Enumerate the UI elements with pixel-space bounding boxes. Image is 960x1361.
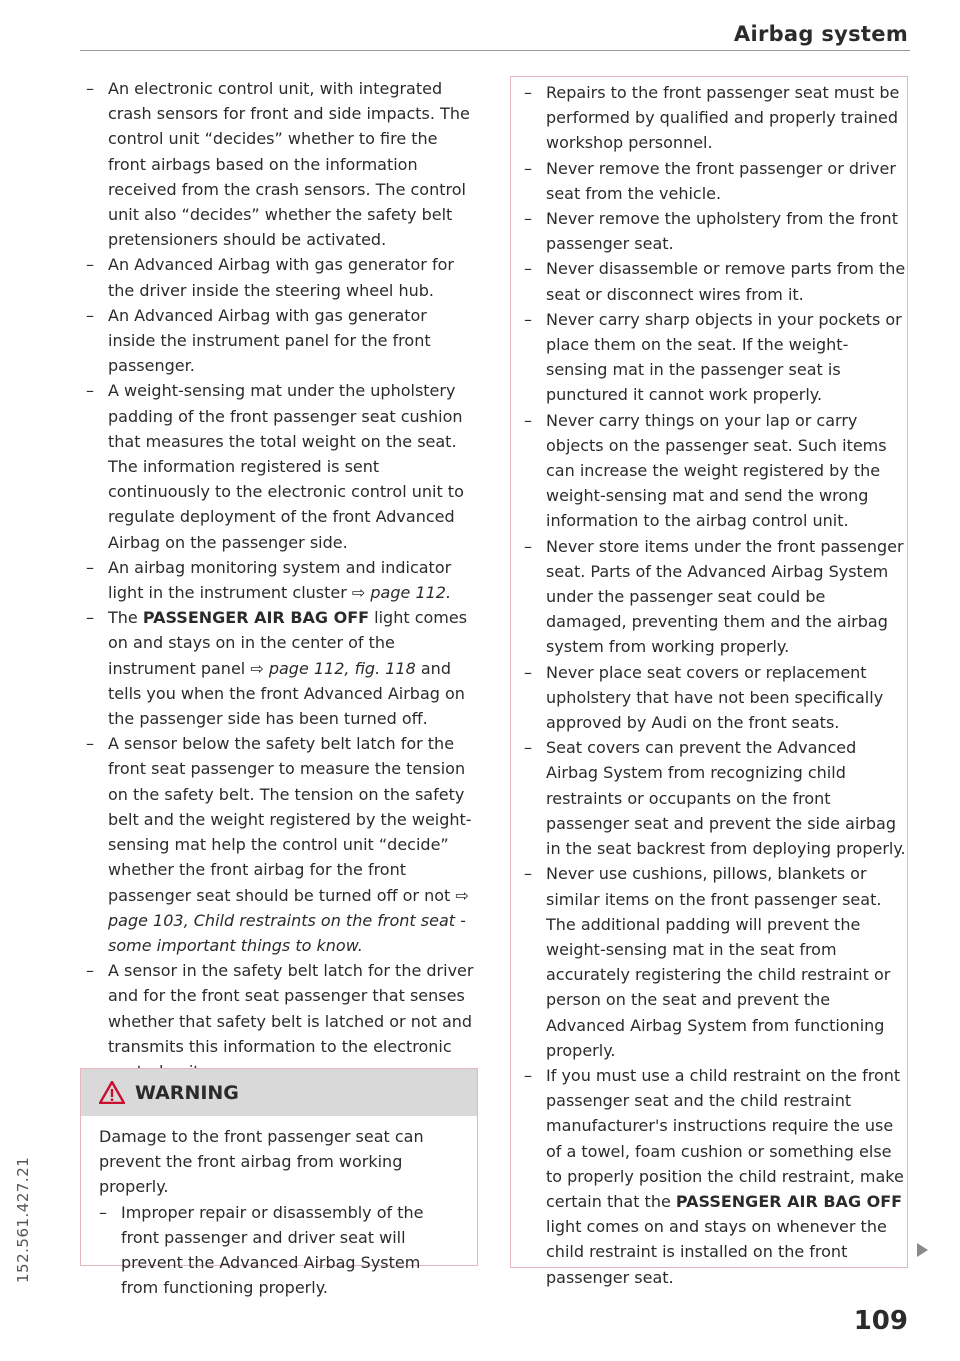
list-item: – Never store items under the front passenger seat. Parts of the Advanced Airbag System under the passenger seat could be damaged, preventing them and the airbag system from working properly. bbox=[524, 534, 908, 660]
list-item bbox=[86, 605, 478, 731]
list-item bbox=[524, 1063, 908, 1290]
warning-list bbox=[99, 1200, 461, 1301]
warning-box bbox=[80, 1068, 478, 1298]
warning-title: WARNING bbox=[135, 1081, 239, 1104]
left-column bbox=[86, 76, 478, 1084]
item-text: The bbox=[108, 608, 143, 628]
list-item: – An electronic control unit, with integrated crash sensors for front and side impacts. The control unit “decides” whether to fire the front airbags based on the information received from the crash sensors. The control unit also “decides” whether the safety belt pretensioners should be activated. bbox=[86, 76, 478, 252]
warning-continued-list bbox=[524, 80, 908, 1290]
right-column bbox=[510, 76, 908, 1290]
list-item: – Never carry sharp objects in your pockets or place them on the seat. If the weight-sensing mat in the passenger seat is punctured it cannot work properly. bbox=[524, 307, 908, 408]
indicator-name: PASSENGER AIR BAG OFF bbox=[142, 608, 370, 628]
list-item: – Improper repair or disassembly of the front passenger and driver seat will prevent the Advanced Airbag System from functioning properly. bbox=[99, 1200, 461, 1301]
list-item: – Seat covers can prevent the Advanced Airbag System from recognizing child restraints or occupants on the front passenger seat and prevent the side airbag in the seat backrest from deploying properly. bbox=[524, 735, 908, 861]
page-number: 109 bbox=[853, 1306, 908, 1336]
page-reference-link[interactable]: ⇨ page 103, Child restraints on the front seat - some important things to know. bbox=[108, 885, 469, 955]
list-item: – Never place seat covers or replacement upholstery that have not been specifically approved by Audi on the front seats. bbox=[524, 660, 908, 736]
page-reference-link[interactable]: ⇨ page 112, fig. 118 bbox=[250, 658, 416, 678]
list-item: – Never disassemble or remove parts from the seat or disconnect wires from it. bbox=[524, 256, 908, 306]
indicator-name: PASSENGER AIR BAG OFF bbox=[675, 1191, 903, 1211]
warning-intro: Damage to the front passenger seat can prevent the front airbag from working properly. bbox=[99, 1127, 424, 1197]
warning-triangle-icon bbox=[99, 1081, 125, 1104]
header-rule bbox=[80, 50, 910, 51]
warning-header bbox=[81, 1069, 477, 1116]
list-item: – Never remove the front passenger or driver seat from the vehicle. bbox=[524, 156, 908, 206]
list-item bbox=[86, 731, 478, 958]
list-item: – An Advanced Airbag with gas generator for the driver inside the steering wheel hub. bbox=[86, 252, 478, 302]
list-item bbox=[86, 555, 478, 605]
item-text: An airbag monitoring system and indicator light in the instrument cluster bbox=[108, 557, 452, 603]
list-item: – Never use cushions, pillows, blankets or similar items on the front passenger seat. The additional padding will prevent the weight-sensing mat in the seat from accurately registering the child restraint or person on the seat and prevent the Advanced Airbag System from functioning properly. bbox=[524, 861, 908, 1063]
item-text: If you must use a child restraint on the front passenger seat and the child restraint manufacturer's instructions require the use of a towel, foam cushion or something else to properly position the child restraint, make certain that the bbox=[546, 1065, 904, 1211]
list-item: – Never remove the upholstery from the front passenger seat. bbox=[524, 206, 908, 256]
list-item: – Never carry things on your lap or carry objects on the passenger seat. Such items can increase the weight registered by the weight-sensing mat and send the wrong information to the airbag control unit. bbox=[524, 408, 908, 534]
list-item: – An Advanced Airbag with gas generator inside the instrument panel for the front passenger. bbox=[86, 303, 478, 379]
component-list bbox=[86, 76, 478, 1084]
list-item: – A weight-sensing mat under the upholstery padding of the front passenger seat cushion that measures the total weight on the seat. The information registered is sent continuously to the electronic control unit to regulate deployment of the front Advanced Airbag on the passenger side. bbox=[86, 378, 478, 554]
document-code: 152.561.427.21 bbox=[14, 1156, 32, 1283]
item-text: and tells you when the front Advanced Airbag on the passenger side has been turned off. bbox=[108, 658, 465, 729]
list-item: – Repairs to the front passenger seat must be performed by qualified and properly trained workshop personnel. bbox=[524, 80, 908, 156]
warning-body bbox=[81, 1116, 477, 1300]
list-item: – A sensor in the safety belt latch for the driver and for the front seat passenger that senses whether that safety belt is latched or not and transmits this information to the electronic bbox=[86, 958, 478, 1084]
item-text: light comes on and stays on in the center of the instrument panel bbox=[108, 608, 468, 678]
continue-arrow-icon bbox=[917, 1243, 928, 1257]
item-text: A sensor below the safety belt latch for the front seat passenger to measure the tension on the safety belt. The tension on the safety belt and the weight registered by the weight-sensing mat help the control unit “decide” whether the front airbag for the front passenger seat should be turned off or not bbox=[108, 734, 472, 905]
item-text: light comes on and stays on whenever the child restraint is installed on the front passenger seat. bbox=[546, 1217, 887, 1287]
page-reference-link[interactable]: ⇨ page 112. bbox=[351, 583, 452, 603]
section-title: Airbag system bbox=[733, 22, 908, 46]
